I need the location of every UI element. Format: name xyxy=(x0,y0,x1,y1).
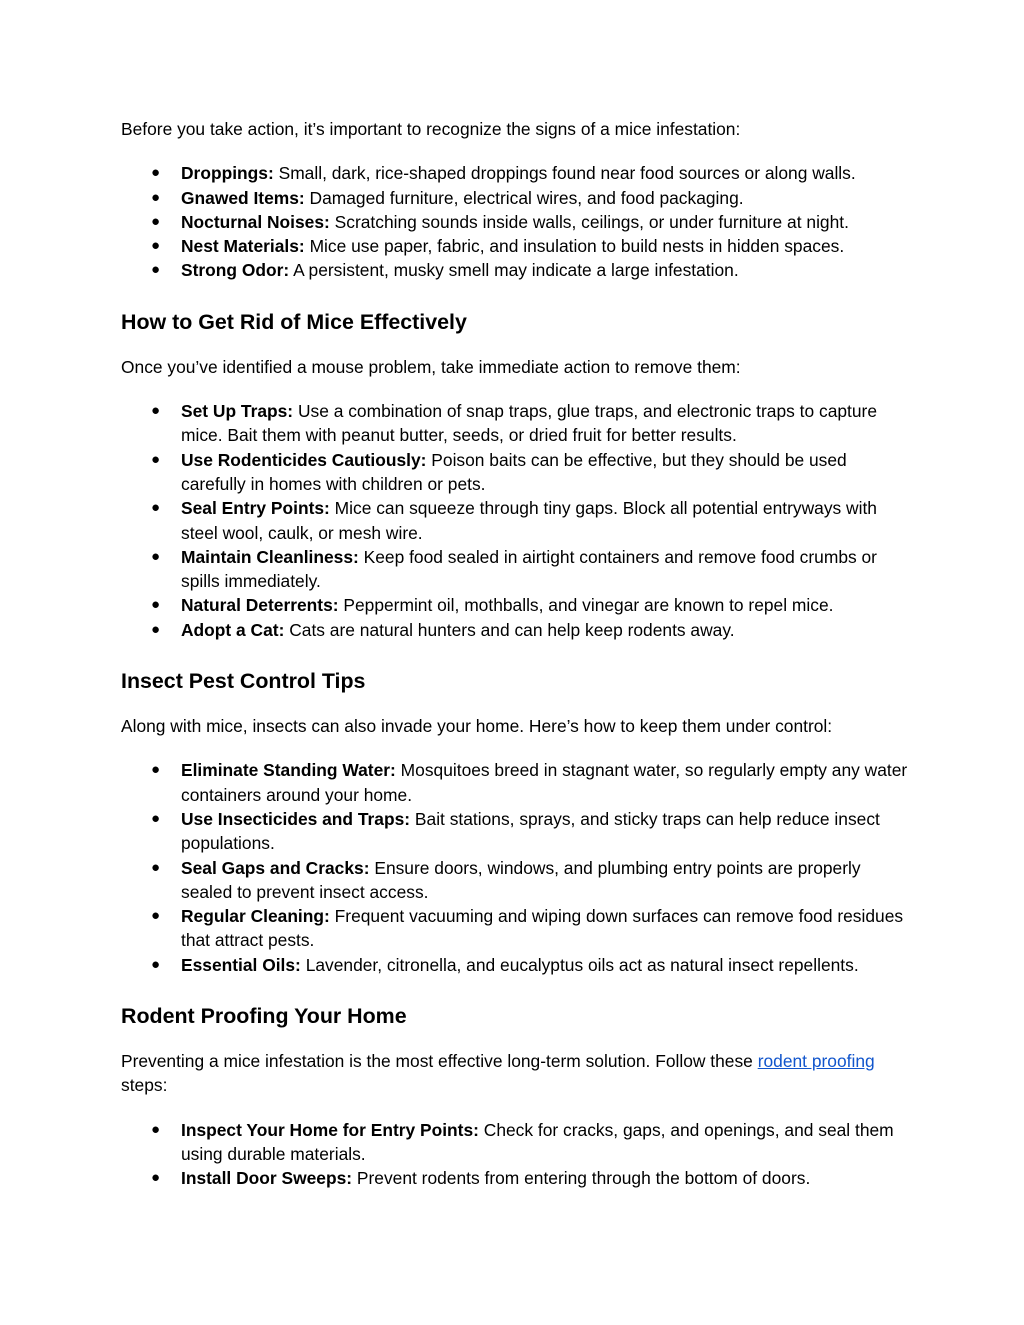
list-item-term: Droppings: xyxy=(181,163,274,184)
get-rid-list xyxy=(121,399,911,642)
list-item xyxy=(121,593,911,617)
list-item xyxy=(121,399,911,448)
get-rid-intro: Once you’ve identified a mouse problem, take immediate action to remove them: xyxy=(121,356,741,377)
list-item-text: Cats are natural hunters and can help keep rodents away. xyxy=(289,619,735,640)
list-item-term: Natural Deterrents: xyxy=(181,595,339,616)
list-item-text: Damaged furniture, electrical wires, and food packaging. xyxy=(309,187,744,208)
bullet-icon: ● xyxy=(151,237,161,255)
bullet-icon: ● xyxy=(151,858,161,876)
signs-intro: Before you take action, it’s important to recognize the signs of a mice infestation: xyxy=(121,119,741,139)
list-item xyxy=(121,953,911,977)
bullet-icon: ● xyxy=(151,499,161,517)
list-item-text: Scratching sounds inside walls, ceilings, or under furniture at night. xyxy=(334,211,849,232)
list-item-text: Check for cracks, gaps, and openings, and seal them using durable materials. xyxy=(181,1119,894,1164)
bullet-icon: ● xyxy=(151,547,161,565)
heading-get-rid-of-mice: How to Get Rid of Mice Effectively xyxy=(121,309,467,334)
list-item xyxy=(121,234,911,258)
list-item-text: Use a combination of snap traps, glue traps, and electronic traps to capture mice. Bait them with peanut butter, seeds, or dried fruit for better results. xyxy=(181,401,877,446)
signs-list xyxy=(121,161,911,282)
list-item-term: Regular Cleaning: xyxy=(181,906,330,927)
list-item-text: Prevent rodents from entering through the bottom of doors. xyxy=(356,1168,811,1189)
proofing-intro-text: Preventing a mice infestation is the most effective long-term solution. Follow these xyxy=(121,1051,758,1072)
list-item-text: A persistent, musky smell may indicate a large infestation. xyxy=(293,260,739,281)
list-item-term: Seal Gaps and Cracks: xyxy=(181,857,370,878)
bullet-icon: ● xyxy=(151,402,161,420)
list-item xyxy=(121,448,911,497)
list-item-text: Frequent vacuuming and wiping down surfaces can remove food residues that attract pests. xyxy=(181,906,904,951)
rodent-proofing-link[interactable]: rodent proofing xyxy=(757,1051,875,1072)
list-item-term: Eliminate Standing Water: xyxy=(181,760,396,781)
list-item-text: Lavender, citronella, and eucalyptus oils act as natural insect repellents. xyxy=(305,954,859,975)
bullet-icon: ● xyxy=(151,188,161,206)
list-item xyxy=(121,1118,911,1167)
heading-insect-pest-control: Insect Pest Control Tips xyxy=(121,669,366,694)
list-item-text: Ensure doors, windows, and plumbing entry points are properly sealed to prevent insect access. xyxy=(181,857,861,902)
proofing-intro xyxy=(121,1049,911,1098)
list-item-term: Essential Oils: xyxy=(181,954,301,975)
list-item-text: Keep food sealed in airtight containers and remove food crumbs or spills immediately. xyxy=(181,546,877,592)
bullet-icon: ● xyxy=(151,1120,161,1138)
list-item-term: Maintain Cleanliness: xyxy=(181,546,359,567)
list-item xyxy=(121,904,911,953)
list-item-term: Seal Entry Points: xyxy=(181,498,330,519)
bullet-icon: ● xyxy=(151,907,161,925)
list-item-text: Mice can squeeze through tiny gaps. Block all potential entryways with steel wool, caulk, or mesh wire. xyxy=(181,498,877,543)
list-item xyxy=(121,807,911,856)
bullet-icon: ● xyxy=(151,212,161,230)
list-item-term: Set Up Traps: xyxy=(181,401,294,422)
document-page xyxy=(121,117,911,1191)
list-item xyxy=(121,758,911,807)
list-item-text: Bait stations, sprays, and sticky traps can help reduce insect populations. xyxy=(181,808,880,854)
insects-intro: Along with mice, insects can also invade your home. Here’s how to keep them under control: xyxy=(121,716,833,737)
bullet-icon: ● xyxy=(151,1169,161,1187)
insects-list xyxy=(121,758,911,977)
list-item-term: Adopt a Cat: xyxy=(181,619,285,640)
bullet-icon: ● xyxy=(151,955,161,973)
list-item-text: Mice use paper, fabric, and insulation to build nests in hidden spaces. xyxy=(309,236,845,257)
list-item-text: Small, dark, rice-shaped droppings found near food sources or along walls. xyxy=(278,163,856,184)
list-item xyxy=(121,161,911,185)
list-item-term: Inspect Your Home for Entry Points: xyxy=(181,1119,479,1140)
list-item-term: Gnawed Items: xyxy=(181,187,305,208)
list-item xyxy=(121,258,911,282)
bullet-icon: ● xyxy=(151,261,161,279)
list-item xyxy=(121,210,911,234)
heading-rodent-proofing: Rodent Proofing Your Home xyxy=(121,1004,407,1029)
bullet-icon: ● xyxy=(151,761,161,779)
list-item xyxy=(121,618,911,642)
bullet-icon: ● xyxy=(151,620,161,638)
proofing-intro-suffix: steps: xyxy=(121,1075,168,1096)
bullet-icon: ● xyxy=(151,164,161,182)
list-item-text: Peppermint oil, mothballs, and vinegar are known to repel mice. xyxy=(343,595,834,616)
list-item xyxy=(121,186,911,210)
list-item-text: Mosquitoes breed in stagnant water, so regularly empty any water containers around your home. xyxy=(181,760,908,805)
list-item xyxy=(121,496,911,545)
list-item-term: Nest Materials: xyxy=(181,236,305,257)
list-item xyxy=(121,856,911,905)
list-item-text: Poison baits can be effective, but they should be used carefully in homes with children or pets. xyxy=(181,449,847,494)
list-item xyxy=(121,545,911,594)
list-item-term: Use Insecticides and Traps: xyxy=(181,808,411,829)
list-item-term: Nocturnal Noises: xyxy=(181,211,330,232)
list-item-term: Strong Odor: xyxy=(181,260,290,281)
bullet-icon: ● xyxy=(151,596,161,614)
bullet-icon: ● xyxy=(151,809,161,827)
list-item-term: Install Door Sweeps: xyxy=(181,1168,353,1189)
list-item-term: Use Rodenticides Cautiously: xyxy=(181,449,427,470)
list-item xyxy=(121,1166,911,1190)
bullet-icon: ● xyxy=(151,450,161,468)
proofing-list xyxy=(121,1118,911,1191)
